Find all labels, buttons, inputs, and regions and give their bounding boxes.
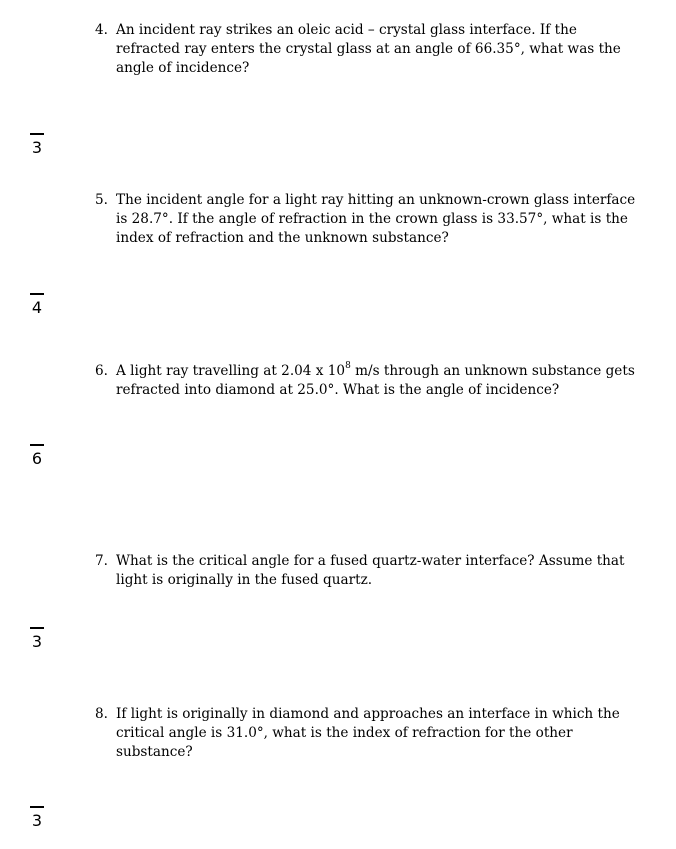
question-text	[116, 362, 640, 400]
question-text-part: A light ray travelling at 2.04 x 10	[116, 363, 346, 379]
score-box-q8	[28, 806, 46, 830]
question-text: The incident angle for a light ray hitting an unknown-crown glass interface is 28.7°. If the angle of refraction in the crown glass is 33.57°, what is the index of refraction and the unknown substance?	[116, 192, 636, 246]
score-line	[30, 133, 44, 135]
score-line	[30, 627, 44, 629]
question-6	[95, 362, 640, 400]
score-value: 6	[31, 449, 43, 468]
score-value: 3	[31, 632, 43, 651]
question-text-part: m/s through an unknown substance gets refracted into diamond at 25.0°. What is the angle of incidence?	[116, 363, 635, 398]
question-7	[95, 552, 640, 590]
question-number: 6.	[95, 363, 108, 379]
score-box-q6	[28, 444, 46, 468]
question-text: What is the critical angle for a fused quartz-water interface? Assume that light is originally in the fused quartz.	[116, 553, 625, 588]
question-number: 4.	[95, 22, 108, 38]
score-value: 4	[31, 298, 43, 317]
question-8	[95, 705, 640, 762]
score-value: 3	[31, 138, 43, 157]
question-text: An incident ray strikes an oleic acid – crystal glass interface. If the refracted ray enters the crystal glass at an angle of 66.35°, what was the angle of incidence?	[116, 22, 621, 76]
question-number: 8.	[95, 706, 108, 722]
question-4	[95, 21, 640, 78]
score-line	[30, 293, 44, 295]
question-number: 5.	[95, 192, 108, 208]
score-box-q4	[28, 133, 46, 157]
score-line	[30, 806, 44, 808]
score-value: 3	[31, 811, 43, 830]
question-number: 7.	[95, 553, 108, 569]
question-text: If light is originally in diamond and approaches an interface in which the critical angle is 31.0°, what is the index of refraction for the other substance?	[116, 706, 620, 760]
question-5	[95, 191, 640, 248]
score-box-q7	[28, 627, 46, 651]
score-line	[30, 444, 44, 446]
score-box-q5	[28, 293, 46, 317]
exponent: 8	[345, 361, 351, 372]
